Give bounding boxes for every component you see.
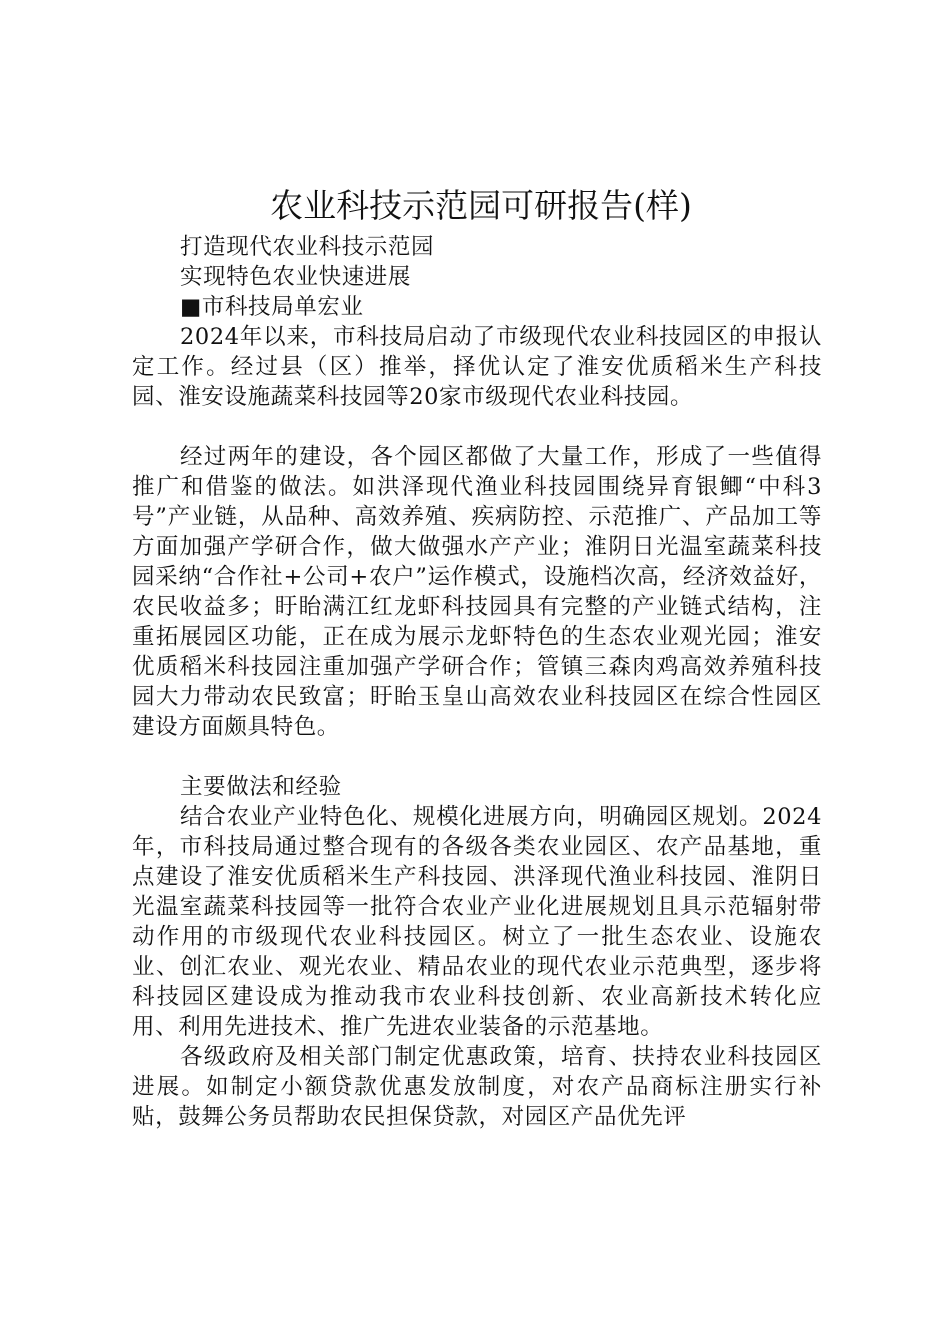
author-byline: ■市科技局单宏业	[180, 294, 364, 320]
subtitle-line-1: 打造现代农业科技示范园	[180, 234, 435, 260]
section-heading: 主要做法和经验	[180, 774, 342, 800]
document-title: 农业科技示范园可研报告(样)	[270, 186, 692, 225]
document-page	[132, 180, 822, 1132]
paragraph-gap	[132, 412, 822, 442]
subtitle-line-2: 实现特色农业快速进展	[180, 264, 412, 290]
paragraph-examples: 经过两年的建设，各个园区都做了大量工作，形成了一些值得推广和借鉴的做法。如洪泽现代渔业科技园围绕异育银鲫“中科3号”产业链，从品种、高效养殖、疾病防控、示范推广、产品加工等方面加强产学研合作，做大做强水产产业；淮阴日光温室蔬菜科技园采纳“合作社+公司+农户”运作模式，设施档次高，经济效益好，农民收益多；盱眙满江红龙虾科技园具有完整的产业链式结构，注重拓展园区功能，正在成为展示龙虾特色的生态农业观光园；淮安优质稻米科技园注重加强产学研合作；管镇三森肉鸡高效养殖科技园大力带动农民致富；盱眙玉皇山高效农业科技园区在综合性园区建设方面颇具特色。	[132, 444, 822, 740]
paragraph-planning: 结合农业产业特色化、规模化进展方向，明确园区规划。2024年，市科技局通过整合现有的各级各类农业园区、农产品基地，重点建设了淮安优质稻米生产科技园、洪泽现代渔业科技园、淮阴日光温室蔬菜科技园等一批符合农业产业化进展规划且具示范辐射带动作用的市级现代农业科技园区。树立了一批生态农业、设施农业、创汇农业、观光农业、精品农业的现代农业示范典型，逐步将科技园区建设成为推动我市农业科技创新、农业高新技术转化应用、利用先进技术、推广先进农业装备的示范基地。	[132, 804, 822, 1040]
paragraph-gap	[132, 742, 822, 772]
paragraph-policy: 各级政府及相关部门制定优惠政策，培育、扶持农业科技园区进展。如制定小额贷款优惠发放制度，对农产品商标注册实行补贴，鼓舞公务员帮助农民担保贷款，对园区产品优先评	[132, 1044, 822, 1130]
paragraph-intro: 2024年以来，市科技局启动了市级现代农业科技园区的申报认定工作。经过县（区）推举，择优认定了淮安优质稻米生产科技园、淮安设施蔬菜科技园等20家市级现代农业科技园。	[132, 324, 822, 410]
